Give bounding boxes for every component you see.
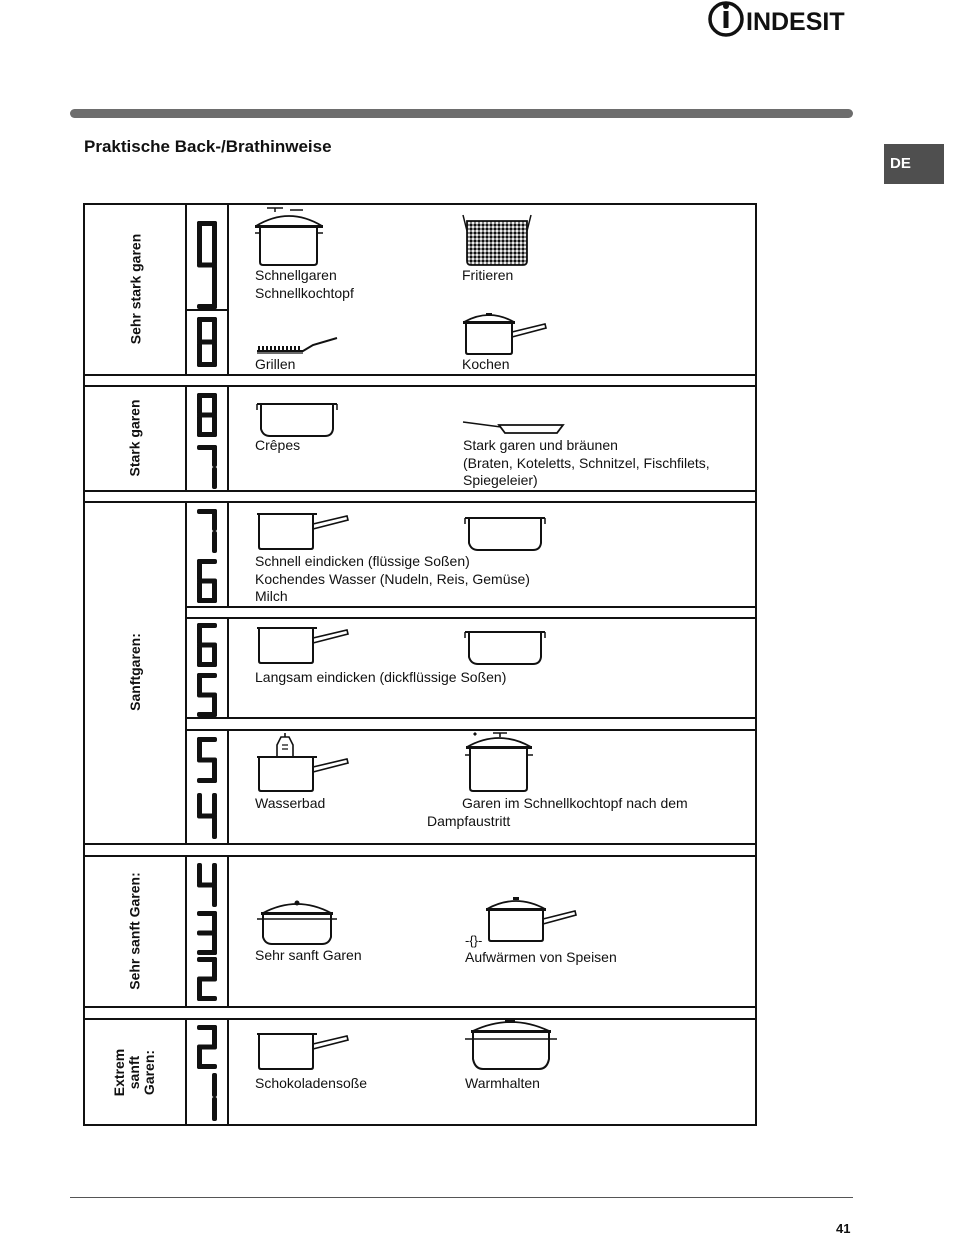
lidded-saucepan-icon bbox=[461, 310, 547, 356]
label-stark-garen-1: Stark garen und bräunen bbox=[463, 437, 618, 453]
section-label-sehr-stark: Sehr stark garen bbox=[127, 233, 143, 344]
frying-pan-icon bbox=[461, 418, 565, 436]
digit-3 bbox=[197, 911, 217, 955]
label-stark-garen-3: Spiegeleier) bbox=[463, 472, 538, 488]
section-label-stark: Stark garen bbox=[126, 398, 143, 477]
digit-8 bbox=[197, 393, 217, 437]
digit-6 bbox=[197, 559, 217, 603]
water-bath-icon bbox=[255, 731, 351, 793]
steam-symbol: -{}- bbox=[465, 933, 483, 948]
indesit-logo bbox=[706, 0, 856, 42]
digit-5 bbox=[197, 737, 217, 783]
digit-2 bbox=[197, 957, 217, 1001]
page-title: Praktische Back-/Brathinweise bbox=[84, 137, 332, 156]
label-eindicken-schnell: Schnell eindicken (flüssige Soßen) bbox=[255, 553, 470, 569]
section-label-sanft: Sanftgaren: bbox=[126, 633, 143, 711]
brand-text: INDESIT bbox=[746, 8, 845, 36]
label-milch: Milch bbox=[255, 588, 288, 604]
pressure-cooker-icon bbox=[463, 729, 535, 793]
lidded-pot-icon bbox=[255, 899, 339, 947]
saucepan-icon bbox=[255, 1031, 351, 1071]
cooking-table bbox=[83, 203, 756, 1126]
grill-pan-icon bbox=[255, 335, 341, 357]
wide-pot-icon bbox=[463, 627, 547, 667]
digit-7 bbox=[197, 445, 217, 489]
digit-1 bbox=[212, 1073, 217, 1121]
top-rule bbox=[70, 109, 853, 118]
pressure-cooker-icon bbox=[253, 205, 325, 267]
digit-7 bbox=[197, 509, 217, 553]
section-label-sehr-sanft: Sehr sanft Garen: bbox=[127, 871, 144, 990]
label-wasserbad: Wasserbad bbox=[255, 795, 326, 811]
label-eindicken-langsam: Langsam eindicken (dickflüssige Soßen) bbox=[255, 669, 507, 685]
digit-4 bbox=[197, 793, 217, 839]
lidded-pot-icon bbox=[463, 1017, 559, 1071]
label-dampf-2: Dampfaustritt bbox=[427, 813, 511, 829]
label-dampf-1: Garen im Schnellkochtopf nach dem bbox=[462, 795, 688, 811]
digit-4 bbox=[197, 863, 217, 907]
bottom-rule bbox=[70, 1197, 853, 1198]
label-aufwaermen: Aufwärmen von Speisen bbox=[465, 949, 617, 965]
saucepan-icon bbox=[255, 625, 351, 665]
label-crepes: Crêpes bbox=[255, 437, 301, 453]
deep-fryer-basket-icon bbox=[461, 211, 533, 267]
label-warmhalten: Warmhalten bbox=[465, 1075, 540, 1091]
language-tab: DE bbox=[884, 144, 944, 184]
label-stark-garen-2: (Braten, Koteletts, Schnitzel, Fischfilets, bbox=[463, 455, 710, 471]
label-kochendes-wasser: Kochendes Wasser (Nudeln, Reis, Gemüse) bbox=[255, 571, 530, 587]
saucepan-icon bbox=[255, 511, 351, 551]
label-grillen: Grillen bbox=[255, 356, 296, 372]
digit-5 bbox=[197, 673, 217, 717]
section-label-extrem-sanft: Extrem sanft Garen: bbox=[111, 1048, 158, 1096]
digit-2 bbox=[197, 1025, 217, 1069]
label-schokolade: Schokoladensoße bbox=[255, 1075, 368, 1091]
label-schnellkochtopf: Schnellkochtopf bbox=[255, 285, 354, 301]
wide-pot-icon bbox=[463, 513, 547, 553]
label-kochen: Kochen bbox=[462, 356, 510, 372]
digit-6 bbox=[197, 623, 217, 667]
lidded-saucepan-icon bbox=[483, 895, 579, 943]
label-fritieren: Fritieren bbox=[462, 267, 514, 283]
page-number: 41 bbox=[836, 1221, 851, 1236]
digit-9 bbox=[197, 221, 217, 309]
digit-8 bbox=[197, 317, 217, 367]
power-level-digits bbox=[187, 203, 227, 1126]
wide-pot-icon bbox=[255, 399, 339, 439]
label-schnellgaren: Schnellgaren bbox=[255, 267, 337, 283]
label-sehr-sanft: Sehr sanft Garen bbox=[255, 947, 362, 963]
